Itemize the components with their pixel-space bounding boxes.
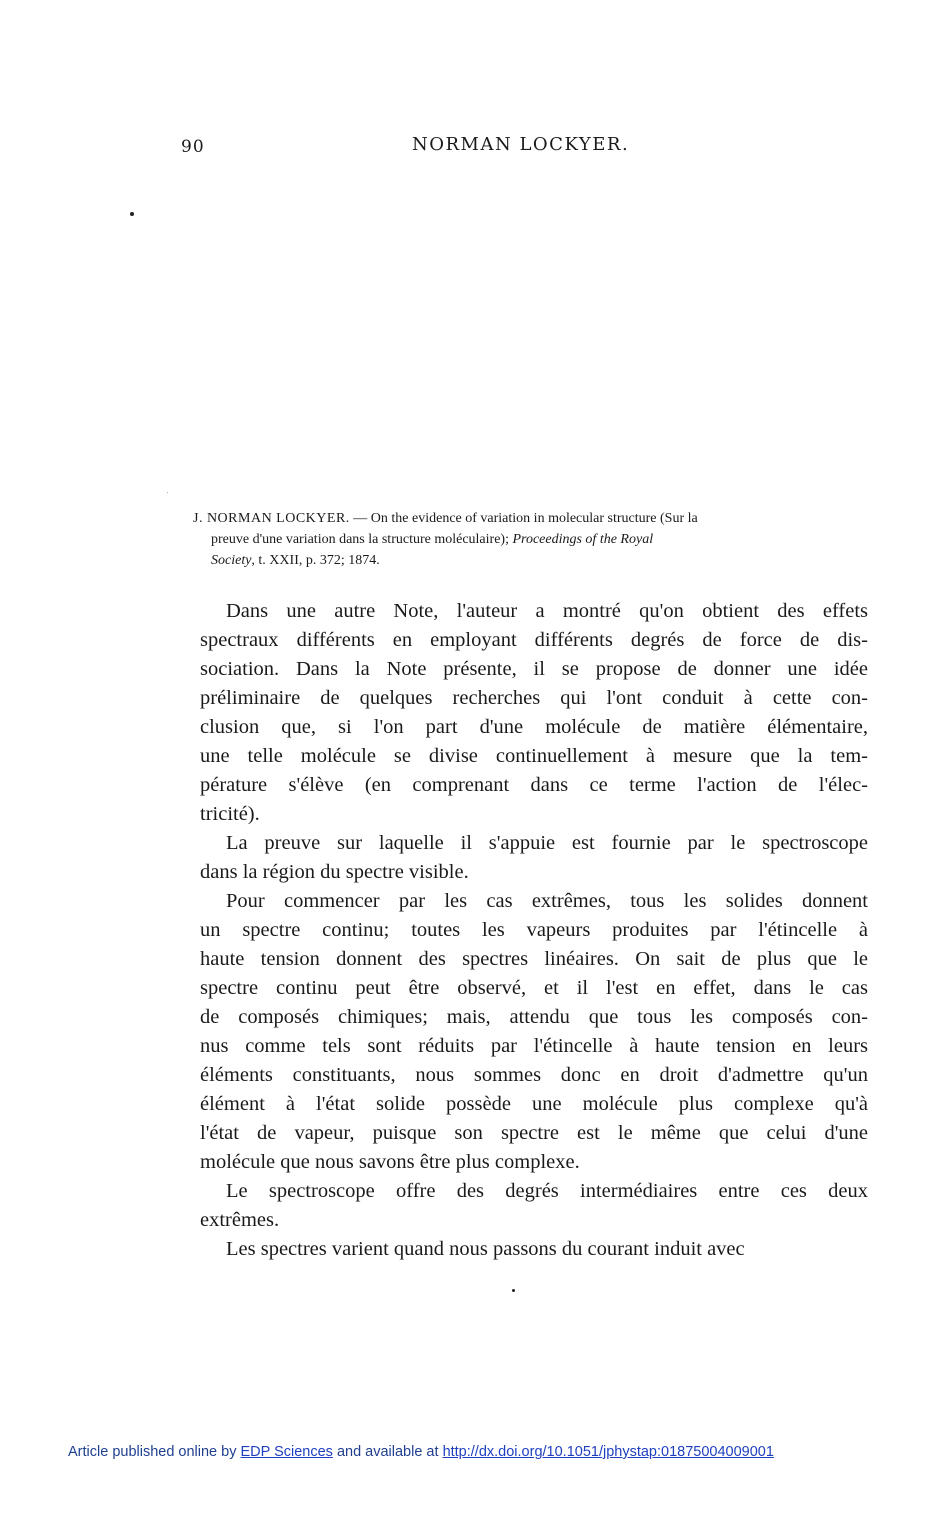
body-line: élément à l'état solide possède une molécule plus complexe qu'à	[200, 1093, 868, 1115]
citation-journal: Proceedings of the Royal	[512, 532, 654, 547]
citation-line-2-text: preuve d'une variation dans la structure moléculaire);	[211, 532, 509, 547]
citation-dash: —	[349, 511, 371, 526]
body-line: pérature s'élève (en comprenant dans ce terme l'action de l'élec-	[200, 774, 868, 796]
body-line: haute tension donnent des spectres linéaires. On sait de plus que le	[200, 948, 868, 970]
body-line: dans la région du spectre visible.	[200, 861, 469, 883]
citation-title: On the evidence of variation in molecular structure (Sur la	[370, 511, 698, 526]
footer-middle: and available at	[332, 1444, 443, 1460]
citation-line-2	[193, 529, 873, 550]
body-line: spectraux différents en employant différents degrés de force de dis-	[200, 629, 868, 651]
body-paragraph	[200, 597, 868, 829]
body-line: clusion que, si l'on part d'une molécule de matière élémentaire,	[200, 716, 868, 738]
body-line: extrêmes.	[200, 1209, 280, 1231]
citation-author: J. NORMAN LOCKYER.	[193, 511, 350, 526]
body-line: éléments constituants, nous sommes donc en droit d'admettre qu'un	[200, 1064, 868, 1086]
body-line: Pour commencer par les cas extrêmes, tous les solides donnent	[226, 890, 868, 912]
citation-block	[193, 508, 873, 571]
publication-footer	[68, 1444, 774, 1460]
print-speck	[167, 492, 168, 493]
citation-line-3	[193, 550, 873, 571]
body-line: sociation. Dans la Note présente, il se propose de donner une idée	[200, 658, 868, 680]
doi-link[interactable]: http://dx.doi.org/10.1051/jphystap:01875004009001	[442, 1444, 774, 1460]
page-number: 90	[181, 137, 205, 157]
body-line: La preuve sur laquelle il s'appuie est fournie par le spectroscope	[226, 832, 868, 854]
body-line: Dans une autre Note, l'auteur a montré qu'on obtient des effets	[226, 600, 868, 622]
body-paragraph	[200, 829, 868, 887]
body-line: une telle molécule se divise continuellement à mesure que la tem-	[200, 745, 868, 767]
body-line: Les spectres varient quand nous passons du courant induit avec	[226, 1238, 745, 1260]
body-line: nus comme tels sont réduits par l'étincelle à haute tension en leurs	[200, 1035, 868, 1057]
print-speck	[512, 1289, 515, 1292]
body-line: molécule que nous savons être plus complexe.	[200, 1151, 580, 1173]
footer-prefix: Article published online by	[68, 1444, 241, 1460]
body-line: Le spectroscope offre des degrés intermédiaires entre ces deux	[226, 1180, 868, 1202]
body-paragraph	[200, 887, 868, 1177]
print-speck	[130, 212, 134, 216]
body-paragraph	[200, 1177, 868, 1235]
body-text	[200, 597, 868, 1264]
body-line: de composés chimiques; mais, attendu que tous les composés con-	[200, 1006, 868, 1028]
body-line: l'état de vapeur, puisque son spectre est le même que celui d'une	[200, 1122, 868, 1144]
publisher-link[interactable]: EDP Sciences	[240, 1444, 333, 1460]
body-line: un spectre continu; toutes les vapeurs produites par l'étincelle à	[200, 919, 868, 941]
running-head: NORMAN LOCKYER.	[412, 134, 630, 155]
citation-journal-suffix: Society	[211, 553, 252, 568]
body-line: tricité).	[200, 803, 260, 825]
body-line: préliminaire de quelques recherches qui l'ont conduit à cette con-	[200, 687, 868, 709]
body-paragraph	[200, 1235, 868, 1264]
citation-details: , t. XXII, p. 372; 1874.	[251, 553, 380, 568]
body-line: spectre continu peut être observé, et il l'est en effet, dans le cas	[200, 977, 868, 999]
